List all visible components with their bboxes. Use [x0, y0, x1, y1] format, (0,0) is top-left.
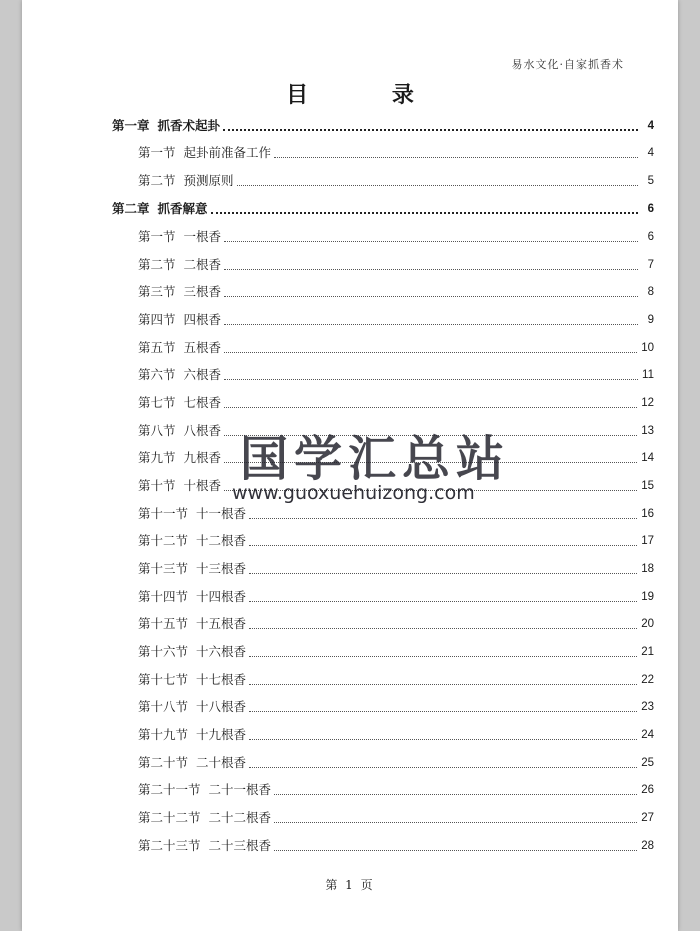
toc-entry-heading: [138, 395, 221, 411]
dot-leader: [249, 601, 637, 602]
toc-entry-page: 23: [641, 701, 654, 713]
toc-section-entry[interactable]: [112, 336, 654, 356]
dot-leader: [224, 407, 637, 408]
toc-entry-title: 起卦前准备工作: [183, 145, 272, 160]
toc-entry-title: 二十根香: [196, 755, 247, 770]
toc-entry-page: 22: [641, 674, 654, 686]
dot-leader: [224, 241, 638, 242]
dot-leader: [249, 545, 637, 546]
toc-entry-heading: [138, 561, 246, 577]
toc-section-entry[interactable]: [112, 695, 654, 715]
toc-entry-heading: [138, 644, 246, 660]
toc-entry-page: 20: [641, 618, 654, 630]
toc-entry-page: 6: [647, 231, 654, 243]
toc-entry-heading: [112, 118, 220, 134]
toc-entry-title: 一根香: [183, 229, 222, 244]
toc-entry-number: 第二十节: [138, 755, 189, 770]
dot-leader: [249, 711, 637, 712]
toc-entry-heading: [138, 423, 221, 439]
toc-entry-number: 第二十一节: [138, 782, 201, 797]
toc-entry-page: 7: [647, 259, 654, 271]
toc-entry-heading: [138, 589, 246, 605]
toc-entry-number: 第十节: [138, 478, 176, 493]
toc-entry-heading: [138, 367, 221, 383]
toc-entry-heading: [138, 810, 271, 826]
toc-entry-title: 十八根香: [196, 699, 247, 714]
toc-entry-number: 第二节: [138, 257, 176, 272]
toc-entry-page: 15: [641, 480, 654, 492]
toc-entry-number: 第十九节: [138, 727, 189, 742]
toc-entry-number: 第六节: [138, 367, 176, 382]
toc-entry-title: 四根香: [183, 312, 222, 327]
dot-leader: [224, 269, 638, 270]
toc-entry-page: 8: [647, 286, 654, 298]
watermark-url: www.guoxuehuizong.com: [232, 482, 475, 504]
page-number-footer: 第 1 页: [325, 878, 375, 892]
toc-entry-heading: [138, 699, 246, 715]
toc-entry-title: 九根香: [183, 450, 222, 465]
toc-entry-number: 第七节: [138, 395, 176, 410]
toc-entry-heading: [138, 173, 234, 189]
toc-entry-number: 第十八节: [138, 699, 189, 714]
toc-entry-number: 第二十三节: [138, 838, 201, 853]
toc-section-entry[interactable]: [112, 253, 654, 273]
toc-entry-title: 十七根香: [196, 672, 247, 687]
dot-leader: [274, 822, 637, 823]
toc-entry-page: 17: [641, 535, 654, 547]
dot-leader: [249, 628, 637, 629]
toc-section-entry[interactable]: [112, 640, 654, 660]
dot-leader: [224, 352, 637, 353]
toc-entry-page: 10: [641, 342, 654, 354]
toc-entry-title: 五根香: [183, 340, 222, 355]
toc-entry-heading: [138, 838, 271, 854]
toc-entry-number: 第五节: [138, 340, 176, 355]
dot-leader: [223, 129, 638, 131]
toc-entry-number: 第二章: [112, 201, 150, 216]
toc-entry-number: 第四节: [138, 312, 176, 327]
toc-entry-title: 十三根香: [196, 561, 247, 576]
toc-entry-title: 抓香术起卦: [157, 118, 221, 133]
toc-entry-page: 28: [641, 840, 654, 852]
toc-entry-page: 21: [641, 646, 654, 658]
toc-entry-page: 12: [641, 397, 654, 409]
toc-entry-page: 11: [642, 369, 654, 381]
toc-section-entry[interactable]: [112, 668, 654, 688]
toc-entry-page: 26: [641, 784, 654, 796]
toc-entry-title: 十九根香: [196, 727, 247, 742]
toc-entry-page: 16: [641, 508, 654, 520]
toc-section-entry[interactable]: [112, 723, 654, 743]
toc-entry-number: 第十六节: [138, 644, 189, 659]
toc-entry-page: 14: [641, 452, 654, 464]
toc-entry-page: 4: [647, 120, 654, 132]
dot-leader: [249, 573, 637, 574]
toc-entry-heading: [138, 533, 246, 549]
toc-entry-heading: [138, 450, 221, 466]
toc-entry-title: 二十二根香: [208, 810, 272, 825]
toc-entry-number: 第十一节: [138, 506, 189, 521]
toc-entry-heading: [112, 201, 208, 217]
toc-chapter-entry[interactable]: [112, 197, 654, 217]
dot-leader: [274, 157, 638, 158]
toc-section-entry[interactable]: [112, 391, 654, 411]
dot-leader: [211, 212, 638, 214]
toc-entry-number: 第一节: [138, 145, 176, 160]
running-header: 易水文化·自家抓香术: [511, 58, 624, 71]
toc-entry-page: 13: [641, 425, 654, 437]
toc-entry-number: 第一章: [112, 118, 150, 133]
toc-entry-page: 27: [641, 812, 654, 824]
toc-section-entry[interactable]: [112, 280, 654, 300]
toc-section-entry[interactable]: [112, 751, 654, 771]
toc-entry-heading: [138, 478, 221, 494]
dot-leader: [249, 739, 637, 740]
toc-entry-page: 24: [641, 729, 654, 741]
watermark-logo-text: 国学汇总站: [240, 431, 511, 487]
toc-entry-page: 18: [641, 563, 654, 575]
toc-entry-page: 5: [647, 175, 654, 187]
toc-entry-number: 第九节: [138, 450, 176, 465]
toc-section-entry[interactable]: [112, 585, 654, 605]
toc-entry-heading: [138, 782, 271, 798]
dot-leader: [237, 185, 638, 186]
toc-entry-number: 第十四节: [138, 589, 189, 604]
dot-leader: [224, 296, 638, 297]
toc-title: 目 录: [286, 82, 452, 108]
toc-entry-number: 第十三节: [138, 561, 189, 576]
toc-entry-title: 三根香: [183, 284, 222, 299]
dot-leader: [249, 767, 637, 768]
toc-entry-title: 十五根香: [196, 616, 247, 631]
toc-entry-number: 第十七节: [138, 672, 189, 687]
toc-section-entry[interactable]: [112, 806, 654, 826]
toc-entry-heading: [138, 229, 221, 245]
dot-leader: [274, 850, 637, 851]
toc-entry-heading: [138, 672, 246, 688]
toc-entry-title: 预测原则: [183, 173, 234, 188]
toc-section-entry[interactable]: [112, 225, 654, 245]
toc-entry-heading: [138, 257, 221, 273]
dot-leader: [274, 794, 637, 795]
toc-entry-title: 七根香: [183, 395, 222, 410]
toc-entry-number: 第二十二节: [138, 810, 201, 825]
toc-entry-title: 六根香: [183, 367, 222, 382]
toc-section-entry[interactable]: [112, 363, 654, 383]
dot-leader: [224, 324, 638, 325]
toc-entry-title: 二根香: [183, 257, 222, 272]
toc-entry-page: 6: [647, 203, 654, 215]
toc-entry-heading: [138, 755, 246, 771]
toc-section-entry[interactable]: [112, 308, 654, 328]
toc-entry-heading: [138, 340, 221, 356]
toc-entry-heading: [138, 145, 271, 161]
toc-entry-page: 9: [647, 314, 654, 326]
toc-chapter-entry[interactable]: [112, 114, 654, 134]
toc-entry-page: 25: [641, 757, 654, 769]
toc-entry-heading: [138, 284, 221, 300]
toc-entry-title: 二十三根香: [208, 838, 272, 853]
dot-leader: [224, 379, 638, 380]
toc-entry-heading: [138, 312, 221, 328]
toc-entry-number: 第十五节: [138, 616, 189, 631]
toc-entry-heading: [138, 727, 246, 743]
toc-entry-title: 十一根香: [196, 506, 247, 521]
toc-entry-number: 第二节: [138, 173, 176, 188]
toc-section-entry[interactable]: [112, 612, 654, 632]
toc-section-entry[interactable]: [112, 502, 654, 522]
toc-entry-title: 二十一根香: [208, 782, 272, 797]
dot-leader: [249, 656, 637, 657]
toc-entry-number: 第八节: [138, 423, 176, 438]
dot-leader: [249, 684, 637, 685]
toc-entry-title: 十二根香: [196, 533, 247, 548]
toc-entry-title: 八根香: [183, 423, 222, 438]
toc-section-entry[interactable]: [112, 834, 654, 854]
toc-section-entry[interactable]: [112, 778, 654, 798]
toc-section-entry[interactable]: [112, 529, 654, 549]
toc-entry-title: 十根香: [183, 478, 222, 493]
toc-entry-page: 4: [647, 147, 654, 159]
toc-section-entry[interactable]: [112, 557, 654, 577]
toc-entry-number: 第三节: [138, 284, 176, 299]
toc-entry-page: 19: [641, 591, 654, 603]
toc-section-entry[interactable]: [112, 141, 654, 161]
document-page: [22, 0, 678, 931]
dot-leader: [249, 518, 637, 519]
toc-entry-number: 第十二节: [138, 533, 189, 548]
toc-entry-title: 十四根香: [196, 589, 247, 604]
toc-entry-title: 抓香解意: [157, 201, 208, 216]
toc-entry-title: 十六根香: [196, 644, 247, 659]
toc-entry-heading: [138, 616, 246, 632]
toc-section-entry[interactable]: [112, 169, 654, 189]
toc-entry-heading: [138, 506, 246, 522]
toc-entry-number: 第一节: [138, 229, 176, 244]
